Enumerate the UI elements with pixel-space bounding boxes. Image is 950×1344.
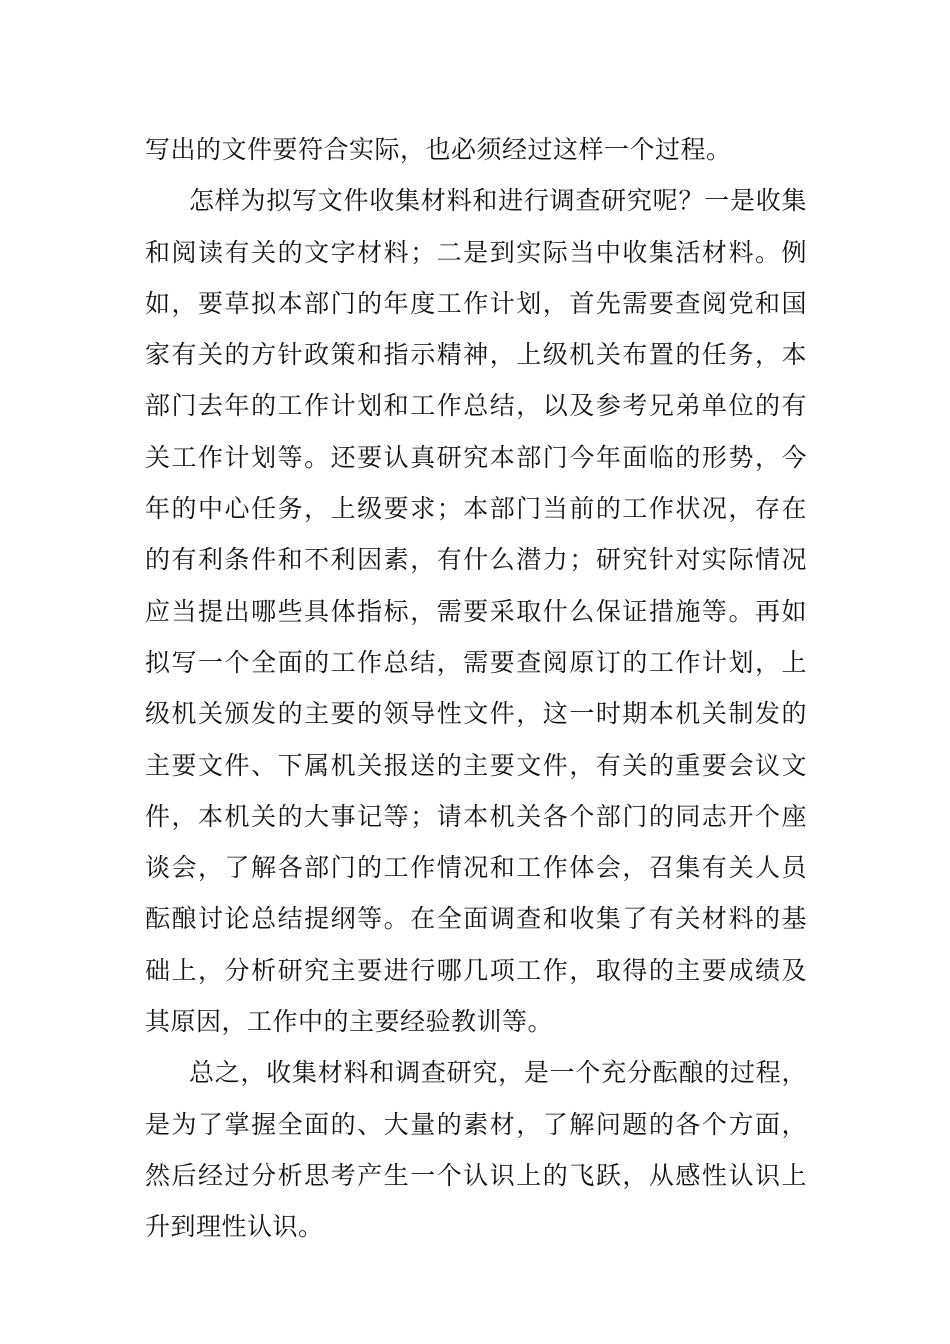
document-body [145,124,807,1253]
paragraph-research-methods: 怎样为拟写文件收集材料和进行调查研究呢？一是收集和阅读有关的文字材料；二是到实际当中收集活材料。例如，要草拟本部门的年度工作计划，首先需要查阅党和国家有关的方针政策和指示精神，上级机关布置的任务，本部门去年的工作计划和工作总结，以及参考兄弟单位的有关工作计划等。还要认真研究本部门今年面临的形势，今年的中心任务，上级要求；本部门当前的工作状况，存在的有利条件和不利因素，有什么潜力；研究针对实际情况应当提出哪些具体指标，需要采取什么保证措施等。再如拟写一个全面的工作总结，需要查阅原订的工作计划，上级机关颁发的主要的领导性文件，这一时期本机关制发的主要文件、下属机关报送的主要文件，有关的重要会议文件，本机关的大事记等；请本机关各个部门的同志开个座谈会，了解各部门的工作情况和工作体会，召集有关人员酝酿讨论总结提纲等。在全面调查和收集了有关材料的基础上，分析研究主要进行哪几项工作，取得的主要成绩及其原因，工作中的主要经验教训等。 [145,186,807,1037]
paragraph-summary: 总之，收集材料和调查研究，是一个充分酝酿的过程，是为了掌握全面的、大量的素材，了解问题的各个方面，然后经过分析思考产生一个认识上的飞跃，从感性认识上升到理性认识。 [145,1058,807,1242]
paragraph-continuation: 写出的文件要符合实际，也必须经过这样一个过程。 [145,135,732,164]
